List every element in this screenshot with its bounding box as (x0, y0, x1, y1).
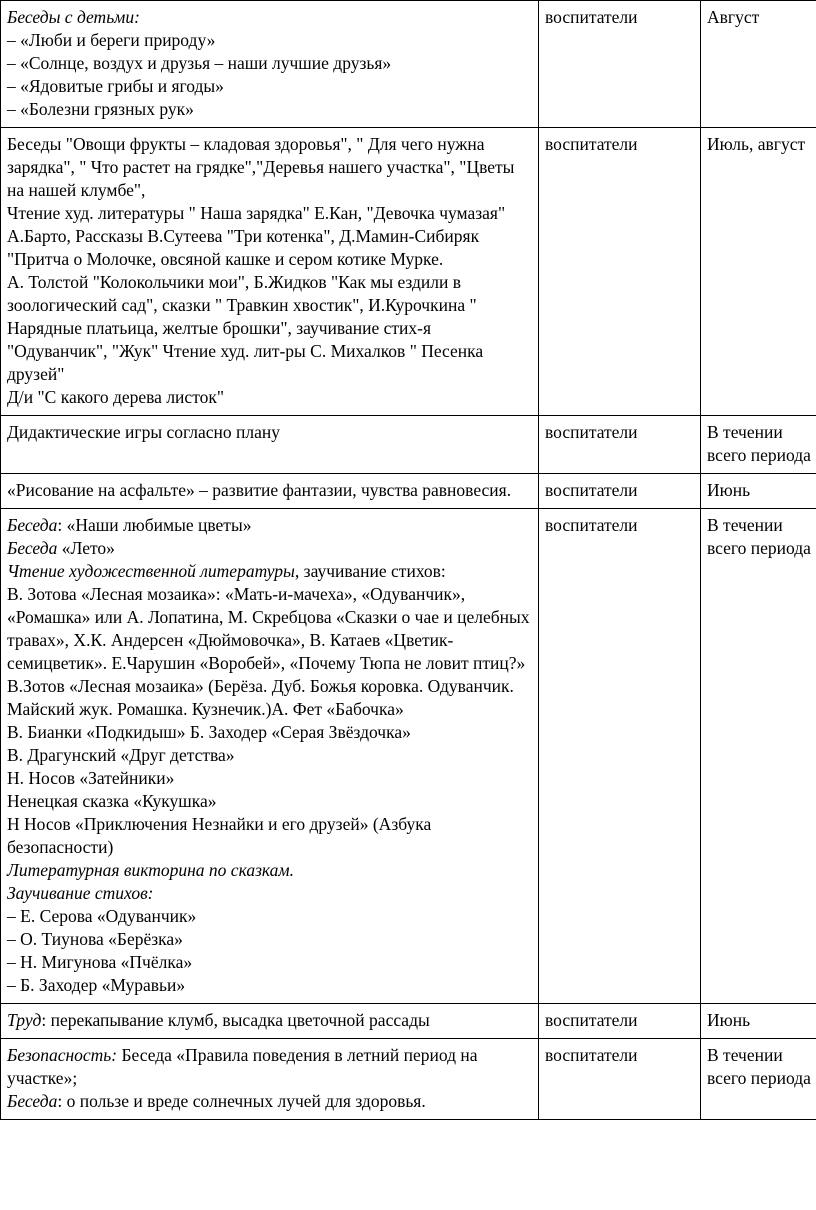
activity-line (7, 537, 534, 560)
activity-line (7, 386, 534, 409)
activity-line (7, 767, 534, 790)
activity-line-text: – «Ядовитые грибы и ягоды» (7, 76, 224, 96)
activity-line (7, 271, 534, 386)
responsible-cell: воспитатели (539, 1, 701, 128)
responsible-cell: воспитатели (539, 416, 701, 474)
activity-line-text: Ненецкая сказка «Кукушка» (7, 791, 217, 811)
activity-cell (1, 1, 539, 128)
activity-line-text: «Лето» (57, 538, 115, 558)
activity-line-italic: Беседа (7, 515, 58, 535)
activity-cell (1, 509, 539, 1004)
activity-line (7, 859, 534, 882)
activity-line (7, 1044, 534, 1090)
activity-line-text: В. Зотова «Лесная мозаика»: «Мать-и-мачеха», «Одуванчик», «Ромашка» или А. Лопатина, М. Скребцова «Сказки о чае и целебных травах», Х.К. Андерсен «Дюймовочка», В. Катаев «Цветик-семицветик». Е.Чарушин «Воробей», «Почему Тюпа не ловит птиц?» В.Зотов «Лесная мозаика» (Берёза. Дуб. Божья коровка. Одуванчик. Майский жук. Ромашка. Кузнечик.)А. Фет «Бабочка» (7, 584, 530, 719)
activity-line (7, 974, 534, 997)
activity-line-italic: Чтение художественной литературы (7, 561, 295, 581)
activity-line (7, 928, 534, 951)
period-cell: Август (701, 1, 816, 128)
table-row (1, 1004, 816, 1039)
activity-line-text: В. Драгунский «Друг детства» (7, 745, 235, 765)
activity-line (7, 75, 534, 98)
activity-line-text: : перекапывание клумб, высадка цветочной рассады (41, 1010, 430, 1030)
period-cell: В течении всего периода (701, 509, 816, 1004)
activity-line (7, 790, 534, 813)
activity-line-text: – Е. Серова «Одуванчик» (7, 906, 197, 926)
activity-cell (1, 128, 539, 416)
activity-cell (1, 474, 539, 509)
period-cell: Июль, август (701, 128, 816, 416)
responsible-cell: воспитатели (539, 1004, 701, 1039)
period-cell: Июнь (701, 474, 816, 509)
activity-line-text: А. Толстой "Колокольчики мои", Б.Жидков "Как мы ездили в зоологический сад", сказки " Травкин хвостик", И.Курочкина " Нарядные платьица, желтые брошки", заучивание стих-я "Одуванчик", "Жук" Чтение худ. лит-ры С. Михалков " Песенка друзей" (7, 272, 484, 384)
activity-line-text: Н Носов «Приключения Незнайки и его друзей» (Азбука безопасности) (7, 814, 432, 857)
activity-line-text: – Н. Мигунова «Пчёлка» (7, 952, 193, 972)
activity-line-italic: Беседы с детьми: (7, 7, 140, 27)
activity-line-text: Дидактические игры согласно плану (7, 422, 281, 442)
activity-line-text: – «Болезни грязных рук» (7, 99, 194, 119)
activity-line (7, 202, 534, 271)
period-cell: Июнь (701, 1004, 816, 1039)
activity-line-text: Д/и "С какого дерева листок" (7, 387, 225, 407)
activity-line-italic: Беседа (7, 538, 58, 558)
activity-line (7, 1090, 534, 1113)
activity-line-italic: Безопасность: (7, 1045, 118, 1065)
activity-line-text: В. Бианки «Подкидыш» Б. Заходер «Серая Звёздочка» (7, 722, 411, 742)
activity-line-text: : «Наши любимые цветы» (57, 515, 252, 535)
table-row (1, 128, 816, 416)
activity-line-text: – Б. Заходер «Муравьи» (7, 975, 186, 995)
activity-line-italic: Заучивание стихов: (7, 883, 154, 903)
activity-line-italic: Литературная викторина по сказкам. (7, 860, 294, 880)
activity-cell (1, 1004, 539, 1039)
activity-line-text: – «Люби и береги природу» (7, 30, 216, 50)
activity-line (7, 721, 534, 744)
activity-line (7, 583, 534, 721)
table-row (1, 1, 816, 128)
activity-line (7, 560, 534, 583)
activity-line-italic: Беседа (7, 1091, 58, 1111)
activity-line (7, 1009, 534, 1032)
activity-line (7, 514, 534, 537)
activity-line-text: , заучивание стихов: (294, 561, 446, 581)
activity-line (7, 744, 534, 767)
activity-line (7, 52, 534, 75)
activity-line (7, 479, 534, 502)
activity-line-italic: Труд (7, 1010, 42, 1030)
table-body (1, 1, 816, 1120)
table-row (1, 509, 816, 1004)
period-cell: В течении всего периода (701, 1039, 816, 1120)
activity-line (7, 813, 534, 859)
activity-line-text: – О. Тиунова «Берёзка» (7, 929, 183, 949)
period-cell: В течении всего периода (701, 416, 816, 474)
activity-cell (1, 1039, 539, 1120)
activity-line (7, 6, 534, 29)
activity-line (7, 951, 534, 974)
activity-line-text: «Рисование на асфальте» – развитие фантазии, чувства равновесия. (7, 480, 512, 500)
activity-line (7, 882, 534, 905)
responsible-cell: воспитатели (539, 509, 701, 1004)
table-row (1, 1039, 816, 1120)
activity-line-text: : о пользе и вреде солнечных лучей для здоровья. (57, 1091, 426, 1111)
activity-line-text: – «Солнце, воздух и друзья – наши лучшие друзья» (7, 53, 392, 73)
activity-line (7, 133, 534, 202)
activity-cell (1, 416, 539, 474)
activity-line-text: Беседы "Овощи фрукты – кладовая здоровья", " Для чего нужна зарядка", " Что растет на грядке","Деревья нашего участка", "Цветы на нашей клумбе", (7, 134, 515, 200)
activity-line-text: Чтение худ. литературы " Наша зарядка" Е.Кан, "Девочка чумазая" А.Барто, Рассказы В.Сутеева "Три котенка", Д.Мамин-Сибиряк "Притча о Молочке, овсяной кашке и сером котике Мурке. (7, 203, 506, 269)
activity-line (7, 905, 534, 928)
activity-line (7, 98, 534, 121)
responsible-cell: воспитатели (539, 1039, 701, 1120)
responsible-cell: воспитатели (539, 474, 701, 509)
activity-line-text: Беседа «Правила поведения в летний период на участке»; (7, 1045, 478, 1088)
activity-line-text: Н. Носов «Затейники» (7, 768, 175, 788)
table-row (1, 416, 816, 474)
activity-line (7, 29, 534, 52)
table-row (1, 474, 816, 509)
responsible-cell: воспитатели (539, 128, 701, 416)
activity-line (7, 421, 534, 444)
